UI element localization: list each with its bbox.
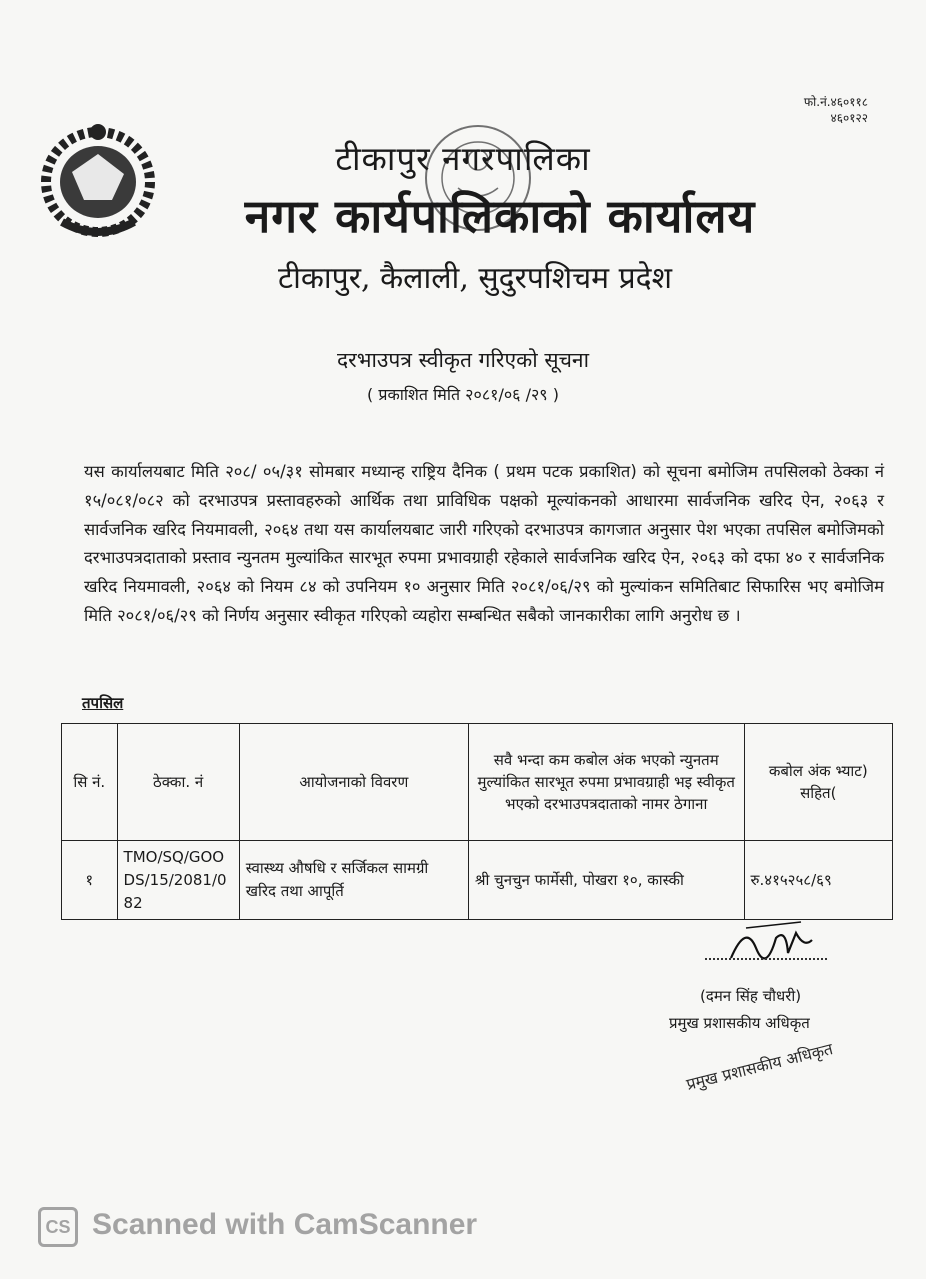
stamp-text: प्रमुख प्रशासकीय अधिकृत: [684, 1039, 835, 1094]
camscanner-logo-icon: [38, 1207, 78, 1247]
office-name: नगर कार्यपालिकाको कार्यालय: [244, 189, 756, 243]
header-contract-no: ठेक्का. नं: [117, 724, 239, 841]
nepal-emblem-icon: [32, 112, 164, 252]
phone-numbers: [804, 94, 868, 126]
table-header-row: [62, 724, 893, 841]
details-label: तपसिल: [82, 694, 124, 712]
published-date: ( प्रकाशित मिति २०८१/०६ /२९ ): [367, 385, 559, 404]
header-sn: सि नं.: [62, 724, 118, 841]
notice-title: दरभाउपत्र स्वीकृत गरिएको सूचना: [336, 348, 590, 372]
camscanner-logo-text: CS: [45, 1216, 71, 1237]
signer-post: प्रमुख प्रशासकीय अधिकृत: [669, 1014, 810, 1032]
office-address: टीकापुर, कैलाली, सुदुरपशिचम प्रदेश: [277, 261, 673, 296]
camscanner-watermark: Scanned with CamScanner: [92, 1208, 478, 1241]
header-bidder: सवै भन्दा कम कबोल अंक भएको न्युनतम मुल्यांकित सारभूत रुपमा प्रभावग्राही भइ स्वीकृत भएको दरभाउपत्रदाताको नामर ठेगाना: [468, 724, 744, 841]
table-row: [62, 841, 893, 920]
signature-line: [705, 958, 827, 960]
phone-line-2: ४६०१२२: [830, 111, 868, 125]
designation-stamp-icon: [682, 1028, 882, 1098]
cell-sn: १: [62, 841, 118, 920]
municipality-name: टीकापुर नगरपालिका: [335, 139, 591, 178]
award-table: [61, 723, 893, 920]
signer-name: (दमन सिंह चौधरी): [700, 987, 802, 1005]
notice-body: यस कार्यालयबाट मिति २०८/ ०५/३१ सोमबार मध्यान्ह राष्ट्रिय दैनिक ( प्रथम पटक प्रकाशित) को सूचना बमोजिम तपसिलको ठेक्का नं १५/०८१/०८२ को दरभाउपत्र प्रस्तावहरुको आर्थिक तथा प्राविधिक पक्षको मूल्यांकनको आधारमा सार्वजनिक खरिद ऐन, २०६३ र सार्वजनिक खरिद नियमावली, २०६४ तथा यस कार्यालयबाट जारी गरिएको दरभाउपत्र कागजात अनुसार पेश भएका तपसिल बमोजिमको दरभाउपत्रदाताको प्रस्ताव न्युनतम मुल्यांकित सारभूत रुपमा प्रभावग्राही रहेकाले सार्वजनिक खरिद ऐन, २०६३ को दफा ४० र सार्वजनिक खरिद नियमावली, २०६४ को नियम ८४ को उपनियम १० अनुसार मिति २०८१/०६/२९ को मुल्यांकन समितिबाट सिफारिस भए बमोजिम मिति २०८१/०६/२९ को निर्णय अनुसार स्वीकृत गरिएको व्यहोरा सम्बन्धित सबैको जानकारीका लागि अनुरोध छ ।: [84, 462, 884, 625]
header-amount: कबोल अंक भ्याट) सहित(: [744, 724, 892, 841]
cell-amount: रु.४१५२५८/६९: [744, 841, 892, 920]
cell-contract-no: TMO/SQ/GOODS/15/2081/082: [117, 841, 239, 920]
signature-icon: [726, 918, 816, 968]
phone-line-1: फो.नं.४६०११८: [803, 95, 868, 109]
header-description: आयोजनाको विवरण: [239, 724, 468, 841]
cell-bidder: श्री चुनचुन फार्मेसी, पोखरा १०, कास्की: [468, 841, 744, 920]
cell-description: स्वास्थ्य औषधि र सर्जिकल सामग्री खरिद तथा आपूर्ति: [239, 841, 468, 920]
